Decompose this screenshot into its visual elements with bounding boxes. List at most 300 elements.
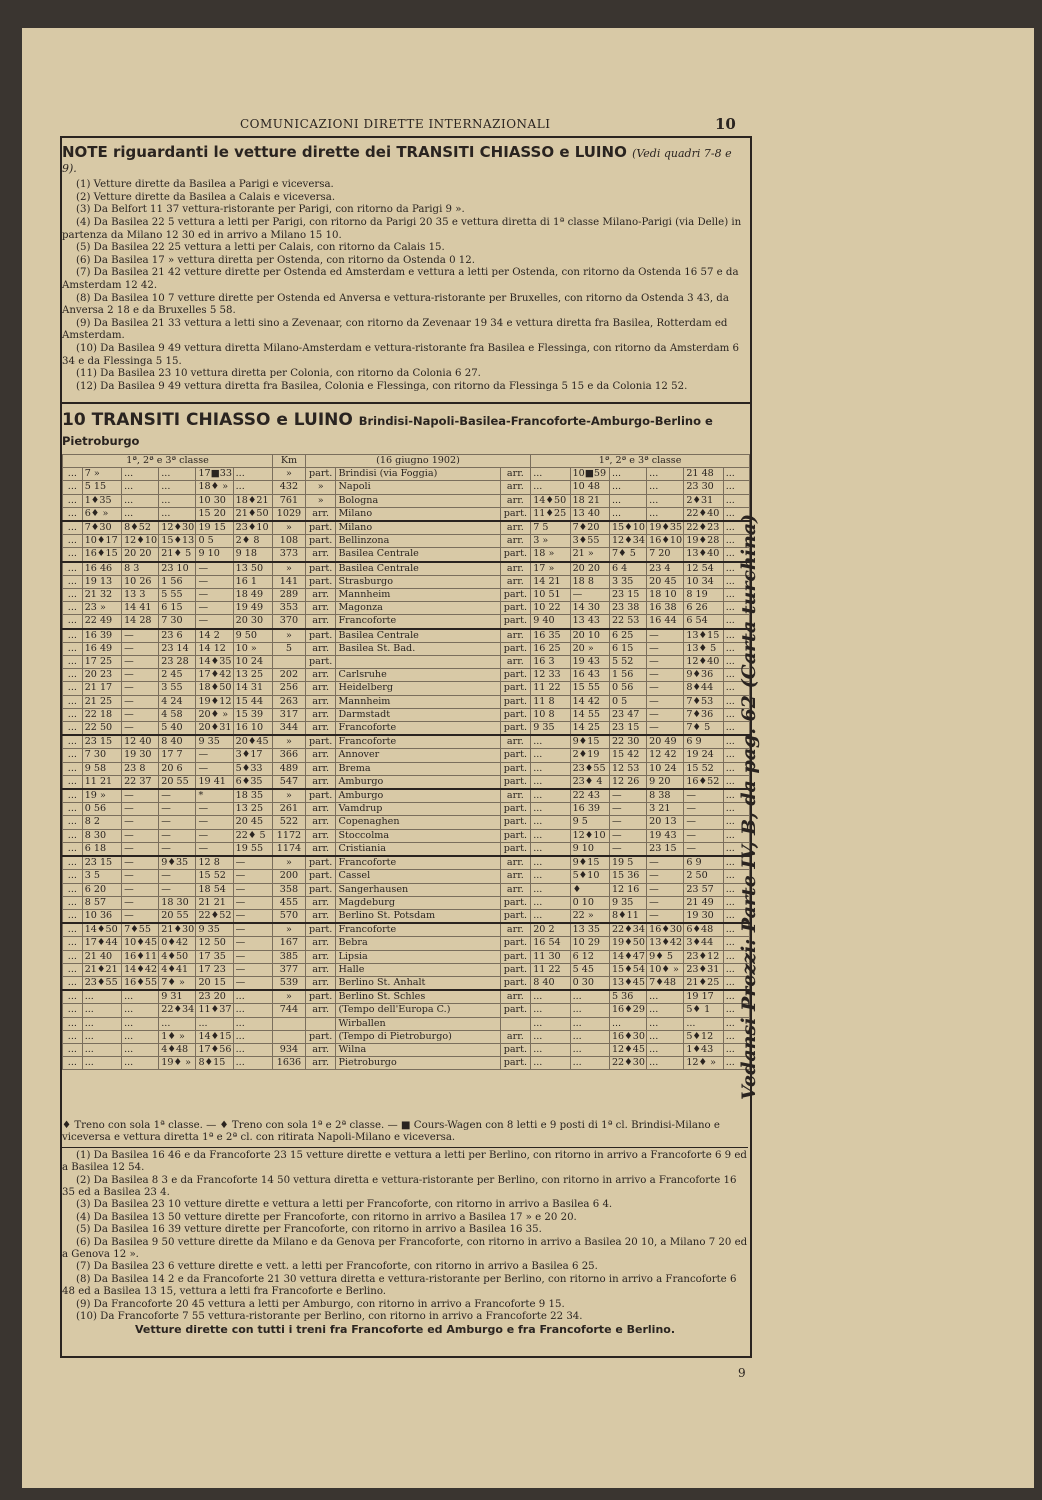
time-cell-left: 21 40 — [82, 950, 121, 963]
timetable-row — [63, 722, 750, 736]
time-cell-right: ... — [531, 789, 570, 803]
time-cell-right: 12 54 — [684, 562, 723, 576]
time-cell-right: 19 5 — [609, 856, 646, 870]
time-cell-left: — — [196, 762, 233, 775]
time-cell-right: 2♦19 — [570, 749, 609, 762]
arr-dep-cell: arr. — [500, 856, 531, 870]
time-cell-right: 7♦36 — [684, 708, 723, 721]
time-cell-left: 17 23 — [196, 963, 233, 976]
time-cell-left: 4 58 — [159, 708, 196, 721]
arr-dep-cell: part. — [500, 749, 531, 762]
time-cell-right: 0 5 — [609, 695, 646, 708]
km-cell: 261 — [273, 803, 306, 816]
timetable-row — [63, 589, 750, 602]
timetable-row — [63, 803, 750, 816]
time-cell-left: 15♦13 — [159, 535, 196, 548]
dep-arr-cell: arr. — [305, 816, 336, 829]
arr-dep-cell: part. — [500, 762, 531, 775]
time-cell-right: ... — [723, 669, 749, 682]
dep-arr-cell: » — [305, 494, 336, 507]
time-cell-left: 20 55 — [159, 909, 196, 923]
timetable-row — [63, 896, 750, 909]
time-cell-right: 7♦20 — [570, 521, 609, 535]
time-cell-right: 15 36 — [609, 870, 646, 883]
time-cell-right: 6 4 — [609, 562, 646, 576]
time-cell-right: 19♦28 — [684, 535, 723, 548]
time-cell-right: 18 21 — [570, 494, 609, 507]
dep-arr-cell: arr. — [305, 749, 336, 762]
footer-note-item: (8) Da Basilea 14 2 e da Francoforte 21 30 vettura diretta e vettura-ristorante per Berlino, con ritorno in arrivo a Francoforte 6 48 ed a Basilea 13 15, vettura a letti fra Francoforte e Berlino. — [62, 1273, 737, 1298]
time-cell-left: — — [122, 708, 159, 721]
time-cell-right: 14 30 — [570, 602, 609, 615]
time-cell-left: 9 18 — [233, 548, 272, 562]
time-cell-right: ... — [723, 789, 749, 803]
time-cell-left: 7 » — [82, 468, 121, 481]
arr-dep-cell: part. — [500, 842, 531, 856]
time-cell-right: 13♦ 5 — [684, 642, 723, 655]
note-item: (6) Da Basilea 17 » vettura diretta per Ostenda, con ritorno da Ostenda 0 12. — [76, 254, 476, 266]
time-cell-right: 7♦ 5 — [609, 548, 646, 562]
time-cell-left: 20 55 — [159, 775, 196, 789]
time-cell-left: 22♦52 — [196, 909, 233, 923]
time-cell-left: ... — [82, 1043, 121, 1056]
time-cell-left: ... — [63, 1030, 83, 1043]
time-cell-right: ... — [723, 602, 749, 615]
time-cell-left: 2♦ 8 — [233, 535, 272, 548]
dep-arr-cell: arr. — [305, 682, 336, 695]
time-cell-left: 20 23 — [82, 669, 121, 682]
time-cell-left: ... — [63, 548, 83, 562]
time-cell-right: 3 21 — [647, 803, 684, 816]
time-cell-left: 11 21 — [82, 775, 121, 789]
time-cell-left: — — [196, 803, 233, 816]
time-cell-left: 19 55 — [233, 842, 272, 856]
station-cell: Mannheim — [336, 695, 500, 708]
time-cell-right: 9 10 — [570, 842, 609, 856]
time-cell-right: — — [684, 816, 723, 829]
time-cell-left: 16 1 — [233, 575, 272, 588]
station-cell: Heidelberg — [336, 682, 500, 695]
arr-dep-cell: part. — [500, 950, 531, 963]
time-cell-left: 5♦33 — [233, 762, 272, 775]
time-cell-left: 7 30 — [82, 749, 121, 762]
time-cell-right: 23 4 — [647, 562, 684, 576]
header-date: (16 giugno 1902) — [305, 455, 530, 468]
time-cell-right: ... — [570, 1043, 609, 1056]
time-cell-right: 5 36 — [609, 990, 646, 1004]
time-cell-right: 23 15 — [609, 589, 646, 602]
arr-dep-cell: arr. — [500, 468, 531, 481]
km-cell: 1636 — [273, 1057, 306, 1070]
time-cell-right: ... — [531, 816, 570, 829]
time-cell-left: 16 49 — [82, 642, 121, 655]
timetable-row — [63, 976, 750, 990]
time-cell-left: ... — [63, 575, 83, 588]
timetable-row — [63, 695, 750, 708]
time-cell-right: 14 42 — [570, 695, 609, 708]
time-cell-right: ... — [723, 589, 749, 602]
dep-arr-cell: part. — [305, 468, 336, 481]
dep-arr-cell: arr. — [305, 589, 336, 602]
station-cell: Amburgo — [336, 789, 500, 803]
time-cell-right: ... — [609, 1017, 646, 1030]
station-cell: Berlino St. Anhalt — [336, 976, 500, 990]
time-cell-right: 19 43 — [570, 656, 609, 669]
time-cell-right: 22 43 — [570, 789, 609, 803]
time-cell-right: 9♦15 — [570, 735, 609, 749]
dep-arr-cell: arr. — [305, 507, 336, 521]
time-cell-left: ... — [63, 735, 83, 749]
time-cell-left: ... — [63, 789, 83, 803]
time-cell-right: ... — [647, 494, 684, 507]
station-cell: Mannheim — [336, 589, 500, 602]
timetable-row — [63, 468, 750, 481]
time-cell-right: 12 26 — [609, 775, 646, 789]
time-cell-left: 16 46 — [82, 562, 121, 576]
dep-arr-cell: part. — [305, 990, 336, 1004]
dep-arr-cell: arr. — [305, 708, 336, 721]
time-cell-left: ... — [63, 976, 83, 990]
arr-dep-cell: part. — [500, 803, 531, 816]
time-cell-left: 14♦50 — [82, 923, 121, 937]
time-cell-right: 14 25 — [570, 722, 609, 736]
time-cell-left: — — [159, 870, 196, 883]
timetable-row — [63, 883, 750, 896]
time-cell-right: — — [609, 816, 646, 829]
km-cell: » — [273, 923, 306, 937]
time-cell-right: ... — [723, 816, 749, 829]
time-cell-left: 17 25 — [82, 656, 121, 669]
dep-arr-cell: arr. — [305, 1043, 336, 1056]
time-cell-right: 10♦ » — [647, 963, 684, 976]
time-cell-left: — — [122, 909, 159, 923]
time-cell-right: ... — [531, 1004, 570, 1017]
time-cell-right: 16♦30 — [609, 1030, 646, 1043]
time-cell-right: ... — [723, 521, 749, 535]
arr-dep-cell: arr. — [500, 1030, 531, 1043]
timetable-grid — [62, 454, 750, 1070]
time-cell-right: — — [647, 896, 684, 909]
station-cell: Francoforte — [336, 856, 500, 870]
time-cell-left: 23 8 — [122, 762, 159, 775]
time-cell-left: ... — [63, 803, 83, 816]
time-cell-right: ... — [723, 775, 749, 789]
time-cell-left: 21♦ 5 — [159, 548, 196, 562]
time-cell-right: 19 24 — [684, 749, 723, 762]
time-cell-left: 20 30 — [233, 615, 272, 629]
station-cell: Carlsruhe — [336, 669, 500, 682]
km-cell: 256 — [273, 682, 306, 695]
time-cell-right: 14 21 — [531, 575, 570, 588]
time-cell-right: 12 53 — [609, 762, 646, 775]
timetable-row — [63, 494, 750, 507]
time-cell-left: 12 40 — [122, 735, 159, 749]
time-cell-right: ... — [723, 656, 749, 669]
time-cell-right: 6 9 — [684, 856, 723, 870]
dep-arr-cell: arr. — [305, 950, 336, 963]
time-cell-left: 4 24 — [159, 695, 196, 708]
time-cell-right: ... — [531, 1017, 570, 1030]
dep-arr-cell: part. — [305, 923, 336, 937]
time-cell-right: 5♦10 — [570, 870, 609, 883]
timetable-row — [63, 775, 750, 789]
time-cell-right: 16 44 — [647, 615, 684, 629]
header-class-left: 1ª, 2ª e 3ª classe — [63, 455, 273, 468]
time-cell-right: 7 5 — [531, 521, 570, 535]
km-cell: » — [273, 629, 306, 643]
time-cell-right: 16♦52 — [684, 775, 723, 789]
km-cell: 370 — [273, 615, 306, 629]
time-cell-right: 19 17 — [684, 990, 723, 1004]
time-cell-right: — — [609, 842, 646, 856]
arr-dep-cell: arr. — [500, 535, 531, 548]
time-cell-left: 5 55 — [159, 589, 196, 602]
timetable-row — [63, 735, 750, 749]
note-item: (11) Da Basilea 23 10 vettura diretta per Colonia, con ritorno da Colonia 6 27. — [76, 368, 481, 380]
time-cell-right: 21 49 — [684, 896, 723, 909]
timetable-row — [63, 816, 750, 829]
time-cell-left: — — [159, 789, 196, 803]
time-cell-left: — — [233, 937, 272, 950]
station-cell: Milano — [336, 521, 500, 535]
time-cell-left: ... — [63, 1004, 83, 1017]
timetable — [62, 402, 750, 1070]
km-cell: 432 — [273, 481, 306, 494]
timetable-row — [63, 562, 750, 576]
time-cell-right: 11 8 — [531, 695, 570, 708]
time-cell-left: ... — [63, 909, 83, 923]
dep-arr-cell: arr. — [305, 976, 336, 990]
arr-dep-cell: arr. — [500, 629, 531, 643]
time-cell-right: — — [647, 629, 684, 643]
time-cell-right: 23♦12 — [684, 950, 723, 963]
time-cell-right: 21 » — [570, 548, 609, 562]
time-cell-left: 4♦48 — [159, 1043, 196, 1056]
time-cell-right: 9 20 — [647, 775, 684, 789]
time-cell-left: 6 20 — [82, 883, 121, 896]
time-cell-left: 8♦52 — [122, 521, 159, 535]
time-cell-right: ... — [531, 909, 570, 923]
time-cell-left: 2 45 — [159, 669, 196, 682]
time-cell-right: 9 35 — [609, 896, 646, 909]
time-cell-left: 9♦35 — [159, 856, 196, 870]
arr-dep-cell: part. — [500, 896, 531, 909]
timetable-header-row — [63, 455, 750, 468]
time-cell-right: 13♦45 — [609, 976, 646, 990]
timetable-row — [63, 521, 750, 535]
time-cell-right: 23 15 — [647, 842, 684, 856]
timetable-row — [63, 481, 750, 494]
station-cell: Magdeburg — [336, 896, 500, 909]
time-cell-left: ... — [63, 990, 83, 1004]
time-cell-right: ... — [531, 896, 570, 909]
time-cell-left: 16♦11 — [122, 950, 159, 963]
time-cell-right: ... — [723, 642, 749, 655]
km-cell: 1172 — [273, 829, 306, 842]
time-cell-right: — — [647, 682, 684, 695]
station-cell: Strasburgo — [336, 575, 500, 588]
time-cell-left: 15 44 — [233, 695, 272, 708]
arr-dep-cell: part. — [500, 909, 531, 923]
timetable-row — [63, 1017, 750, 1030]
arr-dep-cell: part. — [500, 722, 531, 736]
time-cell-left: 21 25 — [82, 695, 121, 708]
dep-arr-cell: arr. — [305, 909, 336, 923]
dep-arr-cell — [305, 1017, 336, 1030]
time-cell-right: 1 56 — [609, 669, 646, 682]
time-cell-right: ... — [570, 1030, 609, 1043]
time-cell-right: ... — [570, 1017, 609, 1030]
time-cell-right: 18 10 — [647, 589, 684, 602]
time-cell-left: 19 49 — [233, 602, 272, 615]
km-cell: » — [273, 990, 306, 1004]
time-cell-right: ... — [570, 1057, 609, 1070]
time-cell-left: ... — [63, 695, 83, 708]
time-cell-left: ... — [63, 1043, 83, 1056]
time-cell-right: ... — [723, 575, 749, 588]
dep-arr-cell: arr. — [305, 829, 336, 842]
time-cell-right: ... — [723, 1017, 749, 1030]
time-cell-left: 7♦55 — [122, 923, 159, 937]
time-cell-right: ... — [723, 535, 749, 548]
time-cell-right: ... — [609, 494, 646, 507]
time-cell-left: — — [196, 562, 233, 576]
time-cell-right: 19♦50 — [609, 937, 646, 950]
time-cell-right: ... — [723, 842, 749, 856]
time-cell-right: — — [609, 803, 646, 816]
time-cell-left: 8♦15 — [196, 1057, 233, 1070]
time-cell-left: 0 5 — [196, 535, 233, 548]
arr-dep-cell: arr. — [500, 521, 531, 535]
note-item: (8) Da Basilea 10 7 vetture dirette per Ostenda ed Anversa e vettura-ristorante per Bruxelles, con ritorno da Ostenda 3 43, da Anversa 2 18 e da Bruxelles 5 58. — [62, 292, 729, 317]
time-cell-right: 10 8 — [531, 708, 570, 721]
arr-dep-cell: arr. — [500, 494, 531, 507]
time-cell-left: ... — [82, 1057, 121, 1070]
arr-dep-cell: arr. — [500, 923, 531, 937]
time-cell-left: ... — [63, 963, 83, 976]
time-cell-right: 12♦10 — [570, 829, 609, 842]
time-cell-right: ... — [723, 548, 749, 562]
timetable-heading: 10 TRANSITI CHIASSO e LUINO Brindisi-Napoli-Basilea-Francoforte-Amburgo-Berlino e Pietroburgo — [62, 402, 750, 454]
km-cell — [273, 656, 306, 669]
km-cell: 317 — [273, 708, 306, 721]
time-cell-right: — — [647, 883, 684, 896]
km-cell: 263 — [273, 695, 306, 708]
station-cell: Milano — [336, 507, 500, 521]
time-cell-left: 3 5 — [82, 870, 121, 883]
time-cell-right: 3 35 — [609, 575, 646, 588]
time-cell-right: 13♦40 — [684, 548, 723, 562]
timetable-row — [63, 602, 750, 615]
time-cell-right: 15♦54 — [609, 963, 646, 976]
station-cell: Halle — [336, 963, 500, 976]
time-cell-right: 5 52 — [609, 656, 646, 669]
time-cell-left: ... — [63, 602, 83, 615]
arr-dep-cell: part. — [500, 589, 531, 602]
time-cell-left: 13 50 — [233, 562, 272, 576]
time-cell-left: 14♦35 — [196, 656, 233, 669]
time-cell-left: ... — [63, 856, 83, 870]
time-cell-right: 23♦55 — [570, 762, 609, 775]
time-cell-left: ... — [63, 937, 83, 950]
time-cell-left: 13 25 — [233, 669, 272, 682]
time-cell-left: 16 10 — [233, 722, 272, 736]
time-cell-right: 20 10 — [570, 629, 609, 643]
footer-closing: Vetture dirette con tutti i treni fra Francoforte ed Amburgo e fra Francoforte e Berlino. — [134, 1322, 676, 1336]
time-cell-left: ... — [63, 883, 83, 896]
time-cell-left: 19 13 — [82, 575, 121, 588]
time-cell-left: 12♦30 — [159, 521, 196, 535]
time-cell-left: 14 31 — [233, 682, 272, 695]
time-cell-right: 9♦15 — [570, 856, 609, 870]
time-cell-right: 8♦11 — [609, 909, 646, 923]
time-cell-right: — — [647, 909, 684, 923]
time-cell-left: 22♦ 5 — [233, 829, 272, 842]
time-cell-right: ... — [531, 870, 570, 883]
dep-arr-cell: arr. — [305, 548, 336, 562]
time-cell-left: — — [233, 950, 272, 963]
dep-arr-cell: part. — [305, 656, 336, 669]
km-cell: 167 — [273, 937, 306, 950]
time-cell-right: 16♦10 — [647, 535, 684, 548]
timetable-row — [63, 642, 750, 655]
time-cell-right: 5 45 — [570, 963, 609, 976]
footer-note-item: (9) Da Francoforte 20 45 vettura a letti per Amburgo, con ritorno in arrivo a Francoforte 9 15. — [76, 1298, 565, 1310]
time-cell-left: ... — [159, 468, 196, 481]
station-cell: Copenaghen — [336, 816, 500, 829]
dep-arr-cell: part. — [305, 735, 336, 749]
station-cell: Francoforte — [336, 615, 500, 629]
time-cell-left: 14 41 — [122, 602, 159, 615]
time-cell-left: 16♦55 — [122, 976, 159, 990]
time-cell-right: ... — [531, 735, 570, 749]
footer-note-item: (6) Da Basilea 9 50 vetture dirette da Milano e da Genova per Francoforte, con ritorno in arrivo a Basilea 20 10, a Milano 7 20 ed a Genova 12 ». — [62, 1236, 748, 1261]
station-cell: Napoli — [336, 481, 500, 494]
dep-arr-cell: part. — [305, 883, 336, 896]
station-cell: (Tempo dell'Europa C.) — [336, 1004, 500, 1017]
time-cell-right: 8♦44 — [684, 682, 723, 695]
time-cell-right: 11♦25 — [531, 507, 570, 521]
time-cell-left: ... — [63, 896, 83, 909]
note-item: (7) Da Basilea 21 42 vetture dirette per Ostenda ed Amsterdam e vettura a letti per Ostenda, con ritorno da Ostenda 16 57 e da Amsterdam 12 42. — [62, 267, 739, 291]
time-cell-right: 20 20 — [570, 562, 609, 576]
station-cell: Brindisi (via Foggia) — [336, 468, 500, 481]
time-cell-right: 11 30 — [531, 950, 570, 963]
time-cell-right: — — [684, 842, 723, 856]
arr-dep-cell: part. — [500, 829, 531, 842]
time-cell-right: 16 39 — [570, 803, 609, 816]
km-cell: 358 — [273, 883, 306, 896]
time-cell-left: ... — [63, 629, 83, 643]
time-cell-left: 10 » — [233, 642, 272, 655]
time-cell-left: — — [159, 803, 196, 816]
station-cell: Basilea St. Bad. — [336, 642, 500, 655]
time-cell-right: ... — [647, 1004, 684, 1017]
arr-dep-cell: arr. — [500, 990, 531, 1004]
timetable-row — [63, 548, 750, 562]
time-cell-left: 10 26 — [122, 575, 159, 588]
time-cell-right: ... — [609, 481, 646, 494]
time-cell-right: 12 16 — [609, 883, 646, 896]
time-cell-right: ... — [723, 481, 749, 494]
time-cell-left: ... — [63, 521, 83, 535]
time-cell-right: 3♦55 — [570, 535, 609, 548]
time-cell-right: ... — [723, 762, 749, 775]
dep-arr-cell: arr. — [305, 896, 336, 909]
time-cell-left: 9 35 — [196, 735, 233, 749]
time-cell-left: 17 7 — [159, 749, 196, 762]
time-cell-left: 4♦41 — [159, 963, 196, 976]
